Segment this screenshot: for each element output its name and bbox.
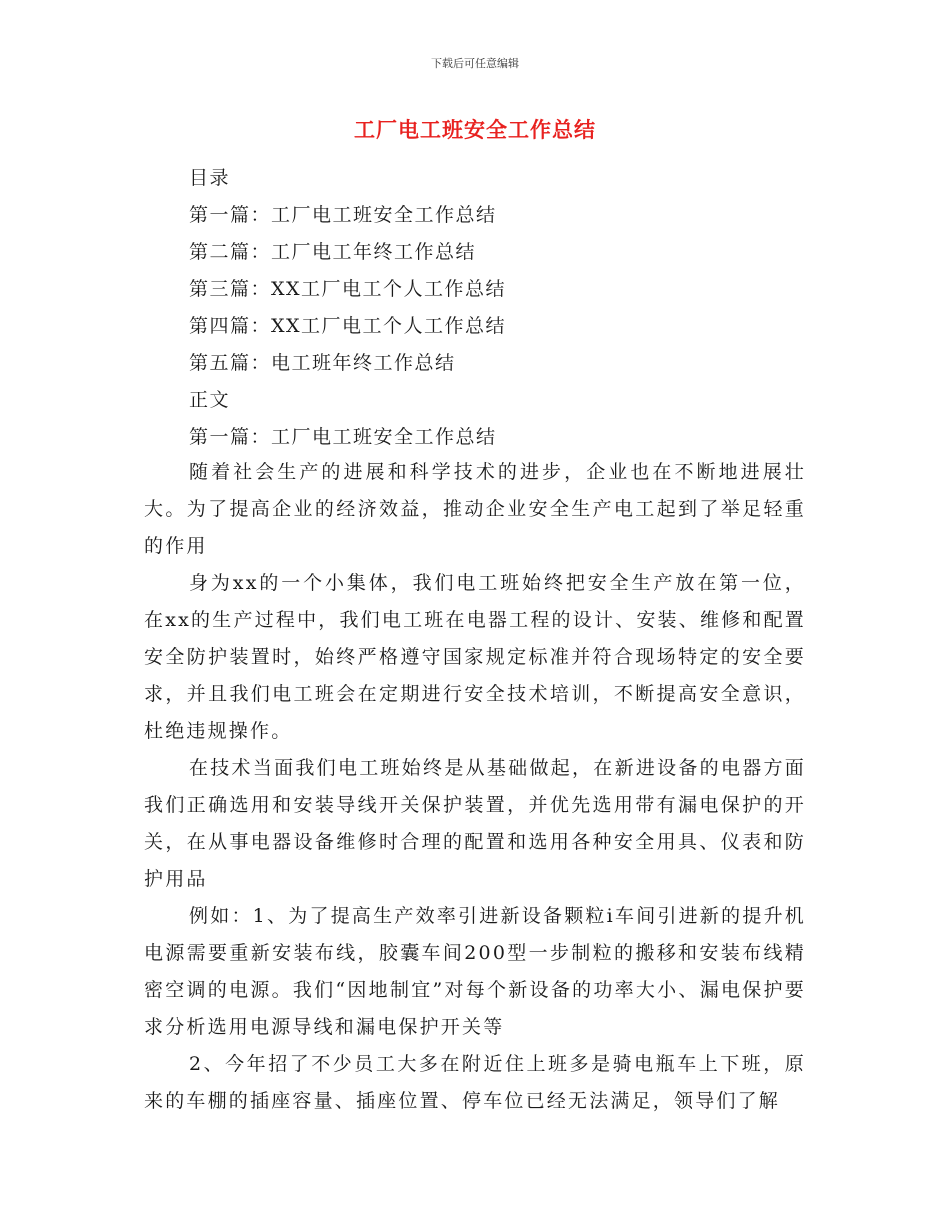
toc-item: 第五篇：电工班年终工作总结 [189,352,456,374]
body-heading: 正文 [189,389,231,411]
toc-item: 第一篇：工厂电工班安全工作总结 [189,204,497,226]
toc-item: 第四篇：XX工厂电工个人工作总结 [189,315,507,337]
paragraph: 2、今年招了不少员工大多在附近住上班多是骑电瓶车上下班，原来的车棚的插座容量、插座位置、停车位已经无法满足，领导们了解 [144,1053,806,1112]
toc-heading: 目录 [189,167,231,189]
paragraph: 例如：1、为了提高生产效率引进新设备颗粒i车间引进新的提升机电源需要重新安装布线，胶囊车间200型一步制粒的搬移和安装布线精密空调的电源。我们“因地制宜”对每个新设备的功率大小、漏电保护要求分析选用电源导线和漏电保护开关等 [144,905,806,1038]
paragraph: 随着社会生产的进展和科学技术的进步，企业也在不断地进展壮大。为了提高企业的经济效益，推动企业安全生产电工起到了举足轻重的作用 [144,461,806,557]
section-title: 第一篇：工厂电工班安全工作总结 [189,426,497,448]
table-of-contents [189,160,506,456]
paragraph: 身为xx的一个小集体，我们电工班始终把安全生产放在第一位，在xx的生产过程中，我们电工班在电器工程的设计、安装、维修和配置安全防护装置时，始终严格遵守国家规定标准并符合现场特定的安全要求，并且我们电工班会在定期进行安全技术培训，不断提高安全意识，杜绝违规操作。 [144,572,806,742]
toc-item: 第三篇：XX工厂电工个人工作总结 [189,278,507,300]
header-note: 下载后可任意编辑 [431,57,519,70]
paragraph: 在技术当面我们电工班始终是从基础做起，在新进设备的电器方面我们正确选用和安装导线开关保护装置，并优先选用带有漏电保护的开关，在从事电器设备维修时合理的配置和选用各种安全用具、仪表和防护用品 [144,757,806,890]
toc-item: 第二篇：工厂电工年终工作总结 [189,241,477,263]
body-text [144,454,806,1120]
document-title: 工厂电工班安全工作总结 [354,117,596,142]
